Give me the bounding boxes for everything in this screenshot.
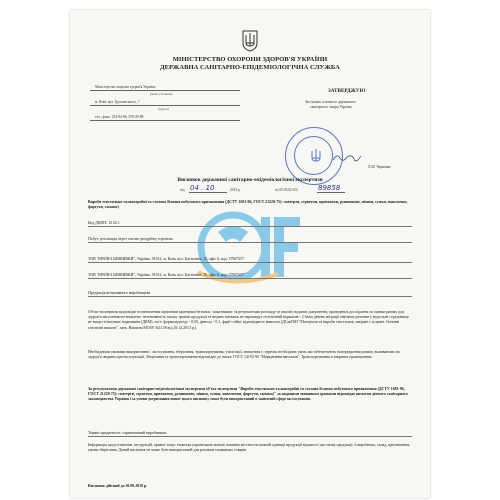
date-year: 2013 р. — [230, 188, 241, 192]
safety-text: Об'єкт експертизи відповідає встановленим медичним критеріям безпеки / показникам: за результатами розгляду та аналізу наданих документів, проведених досліджень та оцінки ризику для здоров'я населення встановлено: інтенсивність запаху зразків продукції та водних витяжок не перевищує гігієнічний норматив - 2 бали; рівень міграції хімічних речовин у модельне середовище не вище гігієнічних нормативів (ДКМ), мг/л: формальдегіду - 0,05, фенолу - 0,1, фарб стійкі, відповідають вимогам (ДСанПіН "Матеріали та вироби текстильні, шкіряні і хутряні. Основні гігієнічні вимоги", затв. Наказом МОЗУ №1138 від 29.12.2013 р.). — [88, 310, 410, 330]
conditions-text: Необхідними умовами використання / застосування, зберігання, транспортування, утилізації, знищення є: перелік необхідних умов, які забезпечують попередження ризику, впливаючих на здоров'я людини при експлуатації. Зберігання та транспортування відповідно до вимог ГОСТ 14192-96 "Маркування вантажів". Транспортування в закритих приміщеннях. — [88, 350, 400, 360]
info-text: Інформація щодо етикетки, інструкцій, правил тощо: етикетка українською мовою повинна містити на кожній одиниці продукції відомості про назву продукції, її виробника, склад, призначення, умови зберігання. Даний висновок не може бути використаний для реклами споживчих товарів. — [88, 443, 411, 453]
dkpp-code: Код ДКПП: 13.92.1 — [88, 220, 412, 227]
validity-text: Висновок дійсний до 30.09.2018 р. — [88, 484, 148, 488]
approval-line2: санітарного лікаря України — [310, 105, 352, 109]
address-caption: (адреса) — [158, 107, 170, 111]
approval-signer: Л.М. Черненко — [368, 165, 391, 169]
conclusion-title: Висновок державної санітарно-епідеміологічної експертизи — [177, 177, 323, 183]
ministry-title: МІНІСТЕРСТВО ОХОРОНИ ЗДОРОВ'Я УКРАЇНИ — [172, 56, 328, 63]
org-address: м. Київ, вул. Грушевського, 7 — [95, 100, 140, 104]
term-field: Термін придатності: гарантований виробником. — [88, 430, 412, 437]
manufacturer-field: ТОВ "КРАЇНА ВИШИВКИ", Україна, 01014, м. Київ, вул. Бастіонна, 15, офіс 6, код: 37907257 — [88, 256, 412, 263]
service-title: ДЕРЖАВНА САНІТАРНО-ЕПІДЕМІОЛОГІЧНА СЛУЖБА — [160, 64, 340, 71]
org-phone: тел., факс: 253-94-86, 559-29-88 — [95, 115, 144, 119]
number-prefix: № 05.03.02-03/ — [275, 188, 298, 192]
date-value: 04 . 10 — [190, 184, 215, 192]
org-caption: (назва установи) — [150, 92, 173, 96]
approval-line1: Заступник головного державного — [305, 100, 356, 104]
number-value: 89858 — [318, 184, 341, 192]
document-page — [70, 10, 430, 498]
approval-title: ЗАТВЕРДЖУЮ — [328, 88, 366, 94]
usage-field: Побут: реалізація через оптово-роздрібну торгівлю — [88, 236, 412, 243]
conclusion-text: За результатами державної санітарно-епідеміологічної експертизи об'єкт експертизи "Вироби текстильно-галантерейні та столова білизна побутового призначення (ДСТУ 1681-96, ГОСТ 21220-75): скатерти, серветки, прихватки, рушникове, мішки, сумки, наволочки, фартухи, гамаки)" за наданими заявником зразками відповідає вимогам діючого санітарного законодавства України і за умови дотримання вимог цього висновку може бути використаний в заявленій сфері застосування. — [88, 387, 408, 402]
stamp-trident-icon — [310, 148, 322, 164]
product-text: Вироби текстильно-галантерейні та столова білизна побутового призначення (ДСТУ 1681-96, ГОСТ 21220-75): скатерти, серветки, прихватки, рушникове, мішки, сумки, наволочки, фартухи, гамаки) — [88, 200, 408, 210]
date-prefix: від — [180, 188, 185, 192]
signature-mark — [332, 152, 362, 162]
org-name: Міністерство охорони здоров'я України — [95, 85, 156, 89]
trident-emblem-icon — [242, 30, 258, 52]
origin-field: Продукція вітчизняного виробництва. — [88, 290, 412, 297]
applicant-field: ТОВ "КРАЇНА ВИШИВКИ", Україна, 01014, м. Київ, вул. Бастіонна, 15, офіс 6, код: 37907257 — [88, 272, 412, 279]
